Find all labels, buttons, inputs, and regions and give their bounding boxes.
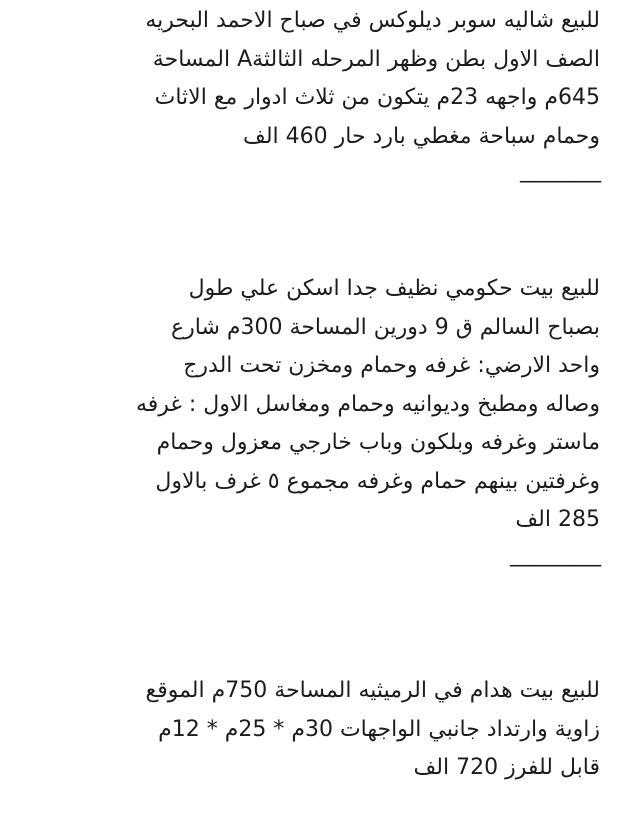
- listing-line: 645م واجهه 23م يتكون من ثلاث ادوار مع الاثاث: [154, 85, 600, 110]
- listing-line: وحمام سباحة مغطي بارد حار 460 الف: [243, 123, 600, 149]
- listing-line: 285 الف: [515, 507, 600, 532]
- listing-line: ماستر وغرفه وبلكون وباب خارجي معزول وحمام: [156, 430, 600, 455]
- listing-chalet: [28, 2, 600, 186]
- listing-line: زاوية وارتداد جانبي الواجهات 30م * 25م * 12م: [158, 716, 600, 742]
- listing-line: للبيع بيت حكومي نظيف جدا اسكن علي طول: [188, 276, 600, 301]
- listing-line: للبيع بيت هدام في الرميثيه المساحة 750م الموقع: [145, 678, 600, 703]
- listing-demolition-house: [28, 672, 600, 788]
- listing-line: قابل للفرز 720 الف: [413, 755, 600, 780]
- listing-line: الصف الاول بطن وظهر المرحله الثالثةA المساحة: [152, 46, 600, 72]
- listing-line: بصباح السالم ق 9 دورين المساحة 300م شارع: [171, 314, 600, 340]
- listing-line: واحد الارضي: غرفه وحمام ومخزن تحت الدرج: [183, 353, 600, 378]
- separator-line: _________: [510, 541, 600, 567]
- listing-line: للبيع شاليه سوبر ديلوكس في صباح الاحمد البحريه: [145, 8, 600, 33]
- listing-government-house: [28, 270, 600, 570]
- listing-line: وغرفتين بينهم حمام وغرفه مجموع ٥ غرف بالاول: [155, 468, 600, 494]
- separator-line: ________: [520, 158, 600, 183]
- listing-line: وصاله ومطبخ وديوانيه وحمام ومغاسل الاول : غرفه: [135, 391, 600, 417]
